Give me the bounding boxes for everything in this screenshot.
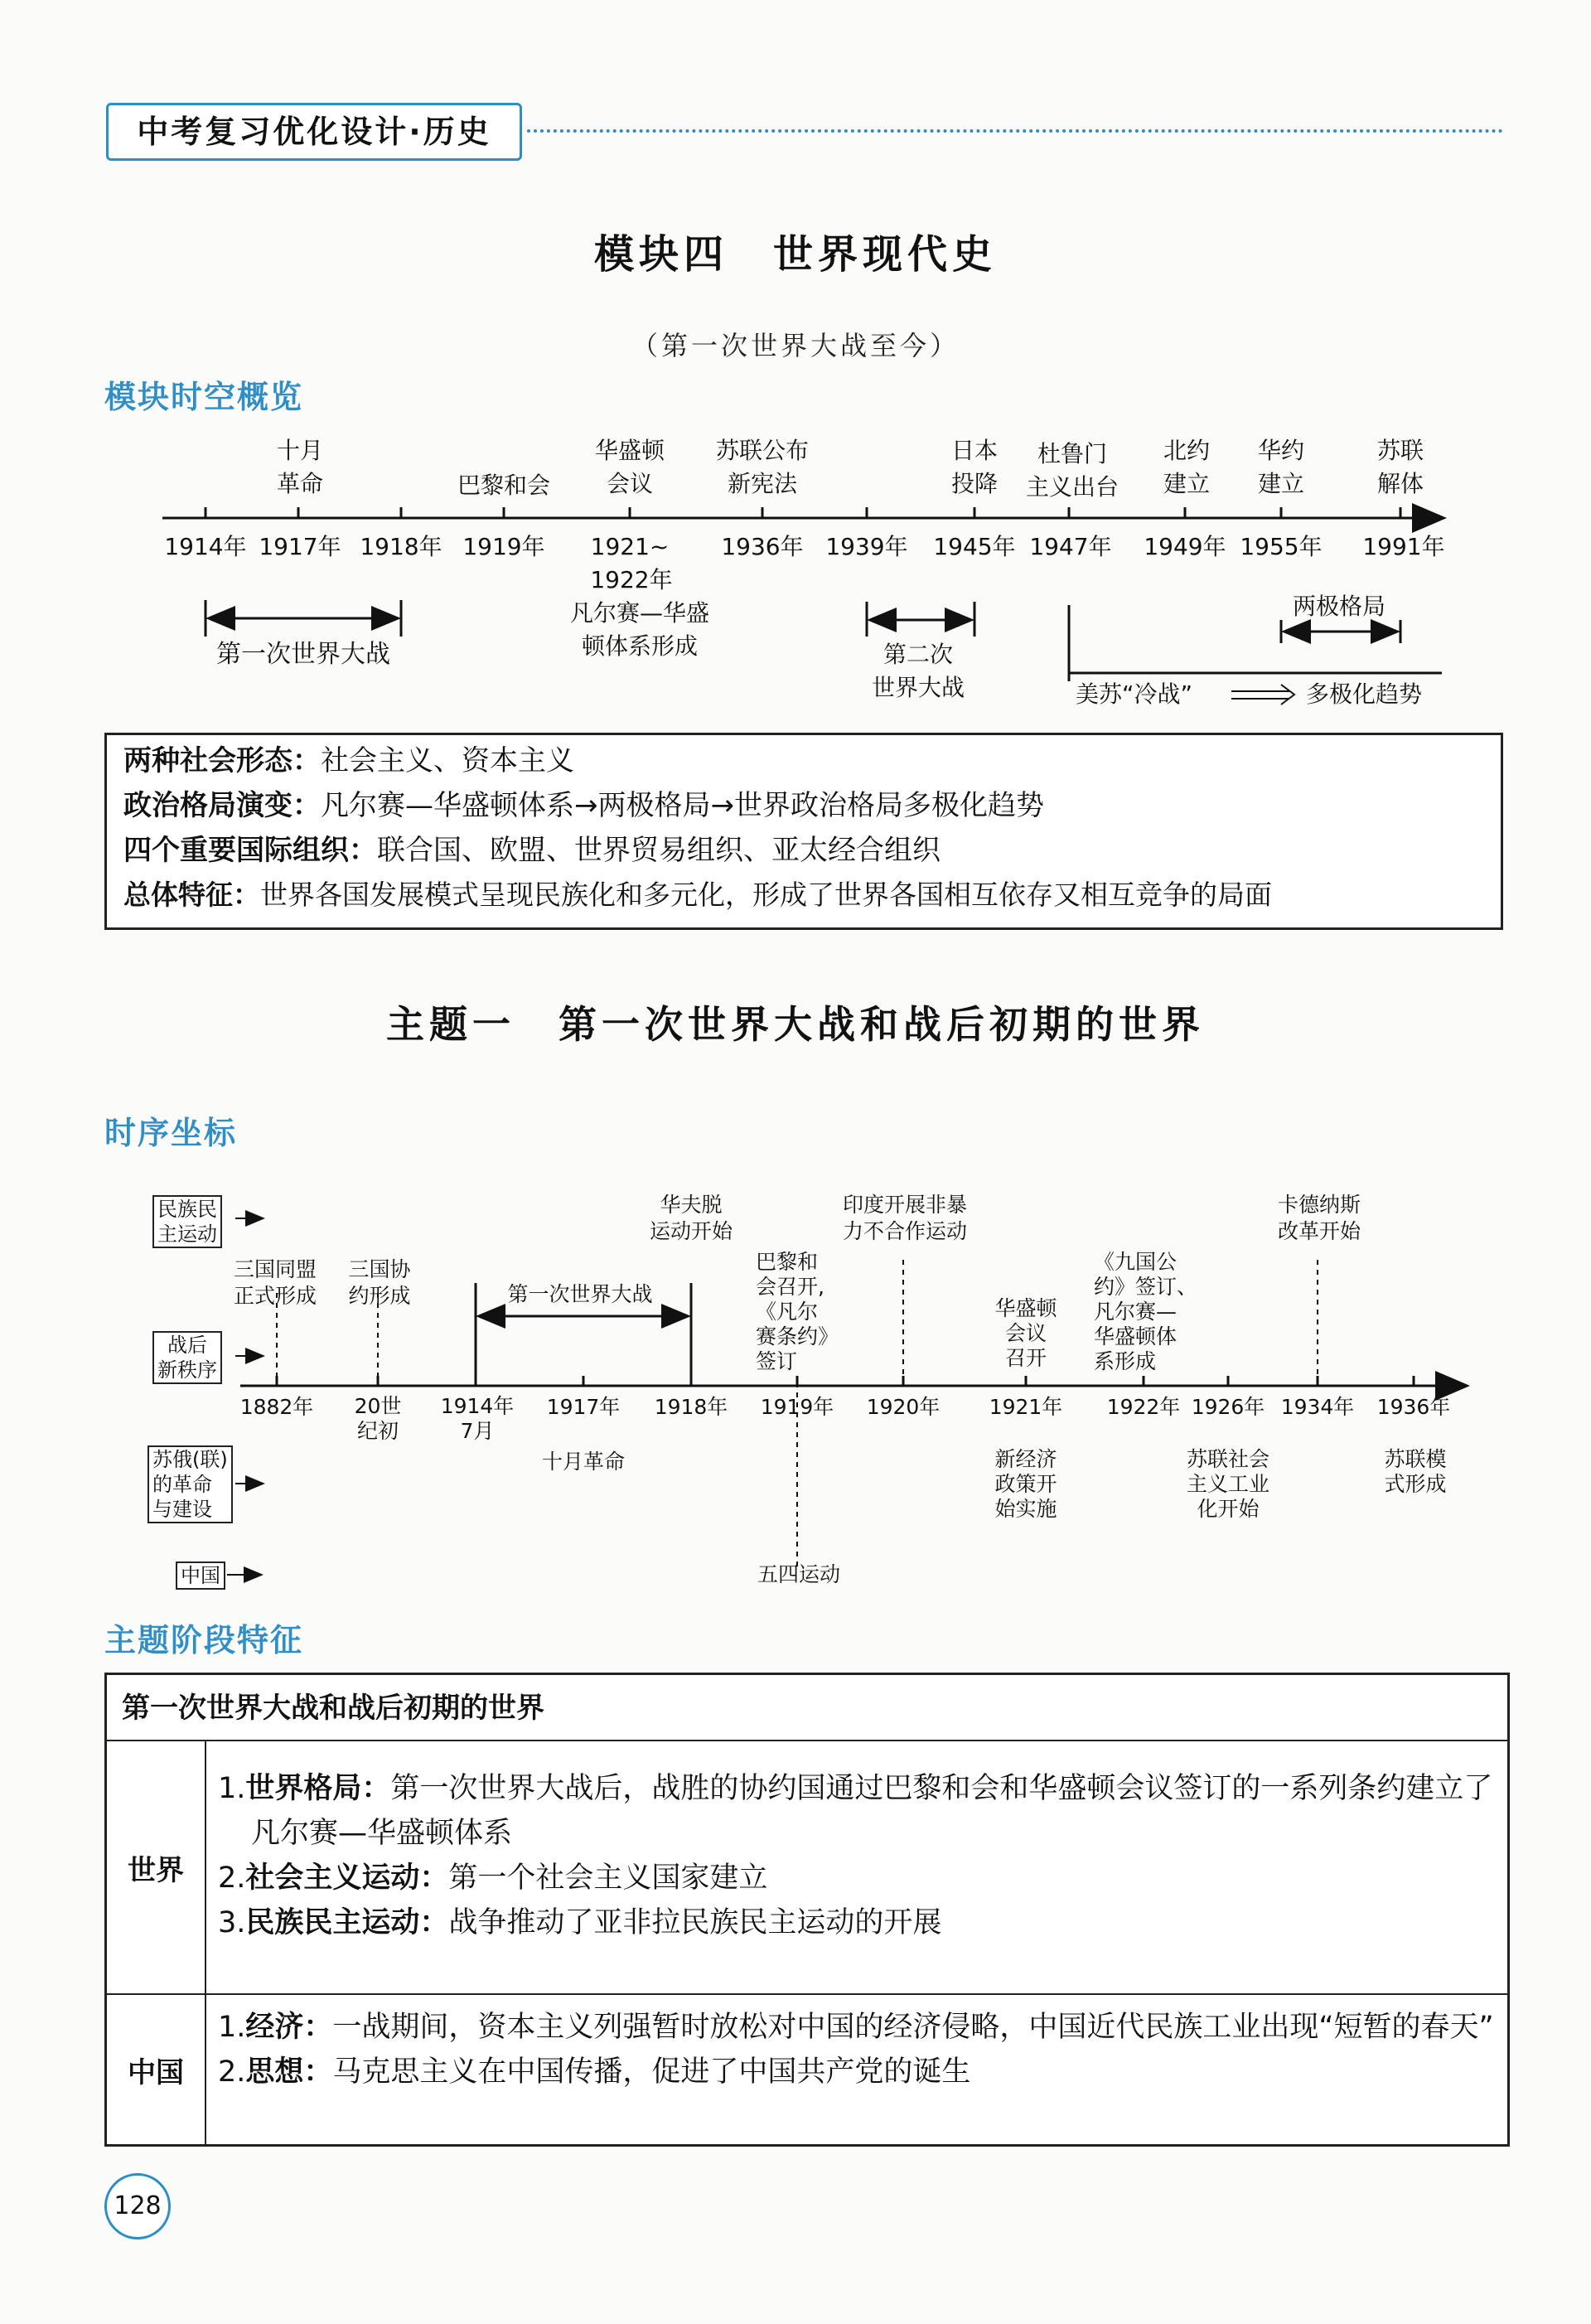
event-washington-conference: [595, 434, 665, 501]
label: 约形成: [348, 1284, 411, 1308]
year-label: 1919年: [462, 533, 545, 560]
span-label-ww1: 第一次世界大战: [216, 640, 390, 669]
row-content-world: [218, 1766, 1494, 1945]
event-paris-treaty: [756, 1250, 839, 1374]
list-item: [218, 1766, 1494, 1856]
label: 赛条约》: [756, 1324, 839, 1348]
event-soviet-model: [1384, 1447, 1446, 1497]
table-title: 第一次世界大战和战后初期的世界: [107, 1675, 1507, 1741]
label: 华盛顿: [594, 437, 665, 464]
year-label: 1949年: [1144, 533, 1226, 560]
label: 《凡尔: [756, 1300, 819, 1324]
label: 凡尔赛—华盛: [569, 599, 710, 627]
stage-features-table: [104, 1673, 1510, 2147]
list-item: [218, 2050, 1494, 2094]
label: 《九国公: [1094, 1250, 1178, 1274]
year-label: 1920年: [866, 1395, 941, 1419]
label: 始实施: [994, 1497, 1057, 1521]
item-text: 第一个社会主义国家建立: [448, 1862, 768, 1895]
item-label: 世界格局：: [245, 1772, 391, 1805]
span-label-versailles: [570, 597, 709, 663]
summary-text: 社会主义、资本主义: [321, 744, 574, 777]
label: 第二次: [883, 641, 954, 668]
year-label: 1936年: [721, 533, 804, 560]
item-number: 1.: [218, 1772, 246, 1805]
event-may-fourth: 五四运动: [757, 1562, 841, 1586]
label: 革命: [276, 470, 324, 497]
label: 1914年: [440, 1394, 515, 1418]
event-warsaw-pact: [1258, 434, 1304, 501]
event-october-revolution: [277, 434, 323, 501]
page-number: 128: [104, 2173, 171, 2239]
label: 凡尔赛—: [1094, 1300, 1178, 1324]
list-item: [218, 1856, 1494, 1900]
event-october-revolution-seq: 十月革命: [541, 1450, 626, 1474]
event-paris-conference: 巴黎和会: [457, 472, 551, 499]
item-label: 社会主义运动：: [245, 1862, 449, 1895]
label: 顿体系形成: [581, 632, 699, 660]
section-heading-sequence: 时序坐标: [104, 1114, 238, 1151]
label: 苏联社会: [1186, 1447, 1270, 1471]
label: 系形成: [1094, 1349, 1157, 1373]
year-label: 1921年: [989, 1395, 1063, 1419]
label: 印度开展非暴: [842, 1193, 968, 1217]
label: 华盛顿: [994, 1296, 1057, 1320]
section-heading-overview: 模块时空概览: [104, 378, 304, 415]
summary-label: 政治格局演变：: [123, 789, 321, 822]
list-item: [218, 1900, 1494, 1945]
year-label: 1945年: [933, 533, 1016, 560]
label: 建立: [1163, 470, 1211, 497]
section-heading-stage-features: 主题阶段特征: [104, 1621, 304, 1658]
label: 新秩序: [157, 1358, 217, 1382]
label: 华盛顿体: [1094, 1324, 1178, 1348]
module-title: 模块四 世界现代史: [593, 231, 997, 278]
label: 巴黎和: [756, 1250, 819, 1274]
label: 华夫脱: [660, 1193, 723, 1217]
item-number: 2.: [218, 1862, 246, 1895]
item-number: 3.: [218, 1906, 246, 1939]
label: 苏联模: [1384, 1447, 1447, 1471]
label: 民族民: [157, 1198, 217, 1221]
event-nine-power-treaty: [1094, 1250, 1197, 1374]
label: 主义工业: [1186, 1472, 1270, 1496]
label: 北约: [1163, 437, 1211, 464]
book-title: 中考复习优化设计·历史: [137, 114, 491, 150]
category-postwar-order: [152, 1331, 222, 1384]
event-triple-alliance: [234, 1256, 317, 1310]
label: 世界大战: [871, 674, 965, 701]
label: 化开始: [1197, 1497, 1260, 1521]
double-arrow-icon: [1231, 685, 1294, 704]
item-text: 马克思主义在中国传播，促进了中国共产党的诞生: [332, 2055, 971, 2089]
label: 新宪法: [727, 470, 798, 497]
label: 签订: [756, 1349, 798, 1373]
category-soviet-revolution: [147, 1445, 233, 1523]
label: 运动开始: [649, 1219, 733, 1243]
year-label: 1882年: [239, 1395, 314, 1419]
year-label: 1918年: [654, 1395, 728, 1419]
item-number: 1.: [218, 2011, 246, 2044]
summary-overall-features: [123, 873, 1272, 917]
event-washington-conference-seq: [994, 1296, 1057, 1371]
category-china: 中国: [176, 1561, 225, 1590]
label: 建立: [1257, 470, 1305, 497]
summary-label: 总体特征：: [123, 879, 260, 911]
year-label: 1914年: [164, 533, 247, 560]
item-text: 第一次世界大战后，战胜的协约国通过巴黎和会和华盛顿会议签订的一系列条约建立了凡尔赛—华盛顿体系: [251, 1772, 1493, 1850]
module-subtitle: （第一次世界大战至今）: [631, 330, 960, 361]
label: 纪初: [356, 1419, 399, 1443]
item-label: 民族民主运动：: [245, 1906, 449, 1939]
event-japan-surrender: [951, 434, 998, 501]
label: 战后: [167, 1334, 207, 1357]
label: 式形成: [1384, 1472, 1447, 1496]
summary-text: 世界各国发展模式呈现民族化和多元化，形成了世界各国相互依存又相互竞争的局面: [260, 879, 1272, 911]
label: 正式形成: [233, 1284, 317, 1308]
event-cardenas-reform: [1278, 1192, 1361, 1245]
year-label-20th-century: [355, 1394, 402, 1444]
label: 三国同盟: [233, 1257, 317, 1281]
label: 苏俄(联): [152, 1448, 228, 1471]
item-label: 经济：: [245, 2011, 333, 2044]
table-divider: [107, 1993, 1507, 1995]
label: 新经济: [994, 1447, 1057, 1471]
label: 会召开,: [756, 1275, 825, 1299]
summary-political-evolution: [123, 783, 1044, 828]
event-soviet-constitution: [716, 434, 809, 501]
label: 日本: [950, 437, 999, 464]
year-label: 1955年: [1240, 533, 1323, 560]
year-label: 1934年: [1280, 1395, 1355, 1419]
year-label: 1918年: [360, 533, 442, 560]
year-label: 1936年: [1376, 1395, 1451, 1419]
year-label: 1919年: [760, 1395, 834, 1419]
event-truman-doctrine: [1026, 438, 1119, 504]
label: 主义出台: [1025, 473, 1120, 501]
event-soviet-industrialization: [1187, 1447, 1269, 1522]
item-text: 战争推动了亚非拉民族民主运动的开展: [448, 1906, 942, 1939]
year-label: 1921~: [590, 533, 670, 560]
span-bipolar: [1281, 620, 1400, 643]
item-number: 2.: [218, 2055, 246, 2089]
label: 华约: [1257, 437, 1305, 464]
label: 投降: [950, 470, 999, 497]
year-label: 1922年: [1106, 1395, 1181, 1419]
list-item: [218, 2005, 1494, 2050]
year-label: 1922年: [590, 566, 673, 593]
label: 7月: [460, 1419, 495, 1443]
label: 的革命: [152, 1473, 212, 1496]
overview-summary-box: [104, 733, 1503, 930]
event-india-noncooperation: [843, 1192, 967, 1245]
item-text: 一战期间，资本主义列强暂时放松对中国的经济侵略，中国近代民族工业出现“短暂的春天”: [332, 2011, 1494, 2044]
row-content-china: [218, 2005, 1494, 2094]
label: 政策开: [994, 1472, 1057, 1496]
year-label: 1917年: [259, 533, 341, 560]
span-label-bipolar: 两极格局: [1292, 593, 1386, 620]
summary-text: 联合国、欧盟、世界贸易组织、亚太经合组织: [377, 834, 941, 867]
label: 解体: [1376, 470, 1424, 497]
label: 与建设: [152, 1498, 212, 1521]
axis-sequence-ticks: [277, 1376, 1414, 1386]
event-wafd-movement: [650, 1192, 733, 1245]
label: 苏联: [1376, 437, 1424, 464]
summary-label: 四个重要国际组织：: [123, 834, 377, 867]
theme-title: 主题一 第一次世界大战和战后初期的世界: [386, 1002, 1205, 1047]
span-label-ww1-sequence: 第一次世界大战: [507, 1282, 653, 1306]
year-label: 1926年: [1191, 1395, 1265, 1419]
label: 十月: [276, 437, 324, 464]
year-label: 1917年: [546, 1395, 621, 1419]
label: 约》签订、: [1094, 1275, 1198, 1299]
span-label-ww2: [872, 638, 965, 704]
span-ww2: [867, 602, 974, 637]
row-label-china: 中国: [107, 1995, 206, 2144]
category-national-movement: [152, 1195, 222, 1248]
event-nep: [994, 1447, 1057, 1522]
label: 会议: [1004, 1321, 1047, 1345]
event-triple-entente: [348, 1256, 410, 1310]
event-ussr-dissolution: [1377, 434, 1424, 501]
event-nato: [1163, 434, 1210, 501]
summary-label: 两种社会形态：: [123, 744, 321, 777]
summary-social-forms: [123, 738, 574, 783]
label: 杜鲁门: [1037, 440, 1108, 467]
label: 召开: [1004, 1346, 1047, 1370]
year-label: 1939年: [825, 533, 908, 560]
year-label-1914-july: [441, 1394, 515, 1444]
label: 改革开始: [1277, 1219, 1361, 1243]
label: 会议: [606, 470, 654, 497]
span-label-multipolar: 多极化趋势: [1306, 680, 1423, 708]
summary-text: 凡尔赛—华盛顿体系→两极格局→世界政治格局多极化趋势: [321, 789, 1044, 822]
span-ww1: [206, 600, 401, 637]
span-label-cold-war: 美苏“冷战”: [1076, 680, 1193, 708]
row-label-world: 世界: [107, 1741, 206, 1993]
label: 力不合作运动: [842, 1219, 968, 1243]
label: 卡德纳斯: [1277, 1193, 1361, 1217]
cold-war-bracket: [1069, 605, 1442, 681]
item-label: 思想：: [245, 2055, 333, 2089]
label: 三国协: [348, 1257, 411, 1281]
summary-organizations: [123, 828, 941, 873]
label: 主运动: [157, 1223, 217, 1246]
year-label: 1991年: [1362, 533, 1445, 560]
year-label: 1947年: [1029, 533, 1112, 560]
label: 苏联公布: [715, 437, 810, 464]
label: 20世: [354, 1394, 402, 1418]
axis-overview-ticks: [206, 507, 1400, 518]
